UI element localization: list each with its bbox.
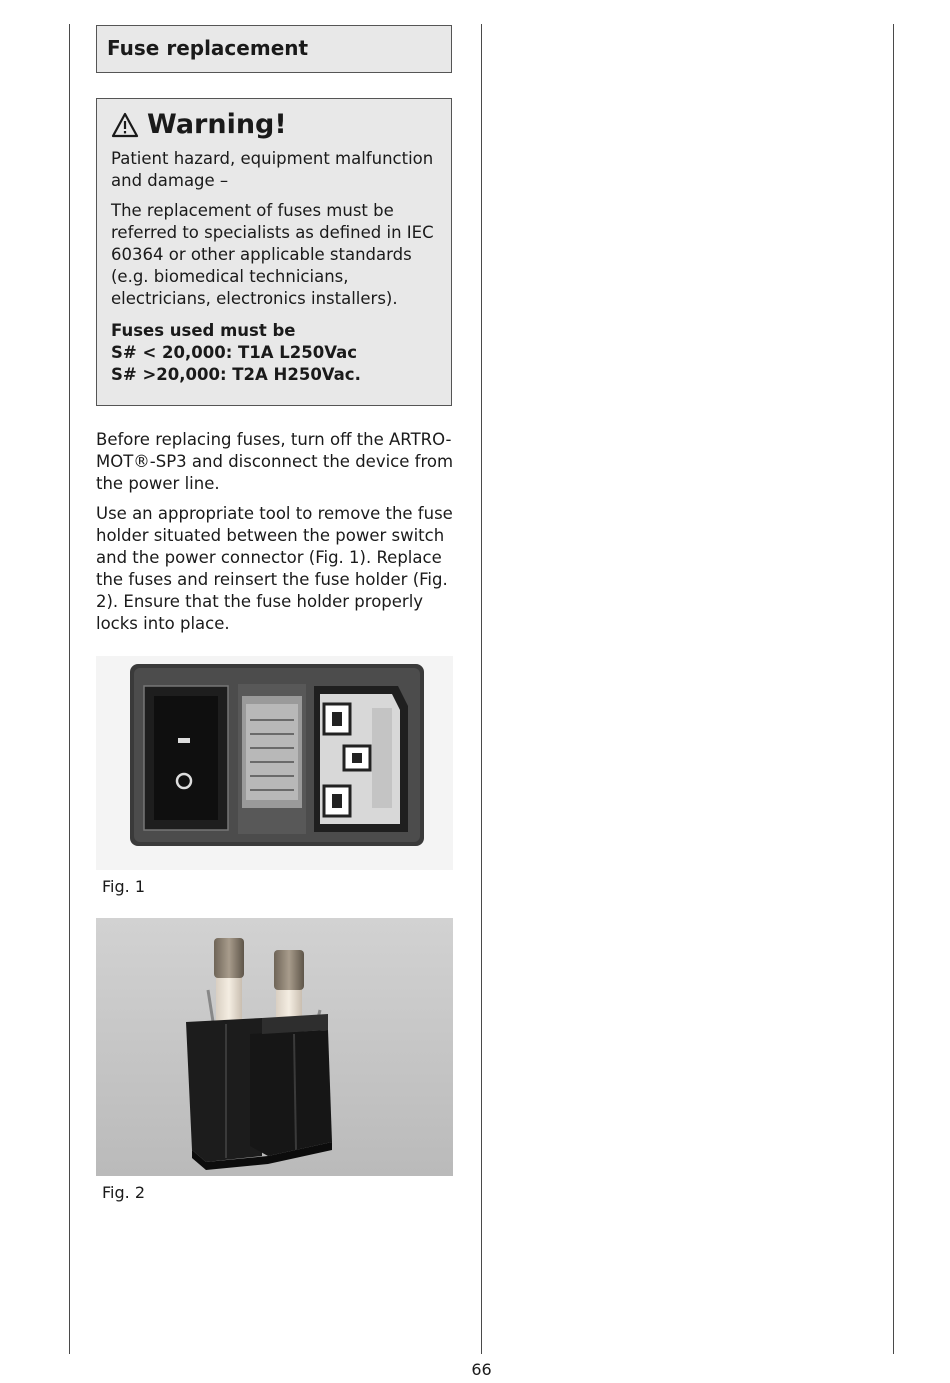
fuse-spec-line: S# >20,000: T2A H250Vac. [111, 365, 361, 384]
figure-1-caption: Fig. 1 [102, 877, 145, 896]
figure-2-caption: Fig. 2 [102, 1183, 145, 1202]
warning-paragraph-1: Patient hazard, equipment malfunction and damage – [111, 149, 434, 190]
instruction-paragraph-1: Before replacing fuses, turn off the ARTRO-MOT®-SP3 and disconnect the device from the power line. [96, 430, 454, 493]
warning-fuse-spec [111, 320, 439, 386]
warning-triangle-icon [111, 112, 139, 138]
column-divider-rule [481, 24, 482, 1354]
instructions [96, 429, 458, 643]
warning-box [96, 98, 452, 406]
warning-title: Warning! [147, 109, 287, 140]
right-margin-rule [893, 24, 894, 1354]
fuse-spec-line: S# < 20,000: T1A L250Vac [111, 343, 358, 362]
instruction-paragraph-2: Use an appropriate tool to remove the fuse holder situated between the power switch and the power connector (Fig. 1). Replace the fuses and reinsert the fuse holder (Fig. 2). Ensure that the fuse holder properly locks into place. [96, 504, 453, 633]
warning-heading [111, 109, 439, 140]
figure-1-photo [96, 656, 453, 870]
section-title: Fuse replacement [96, 25, 452, 73]
fuse-spec-line: Fuses used must be [111, 321, 296, 340]
figure-2-photo [96, 918, 453, 1176]
left-margin-rule [69, 24, 70, 1354]
page-number: 66 [471, 1360, 492, 1379]
warning-paragraph-2: The replacement of fuses must be referred to specialists as defined in IEC 60364 or other applicable standards (e.g. biomedical technicians, electricians, electronics installers). [111, 201, 434, 308]
